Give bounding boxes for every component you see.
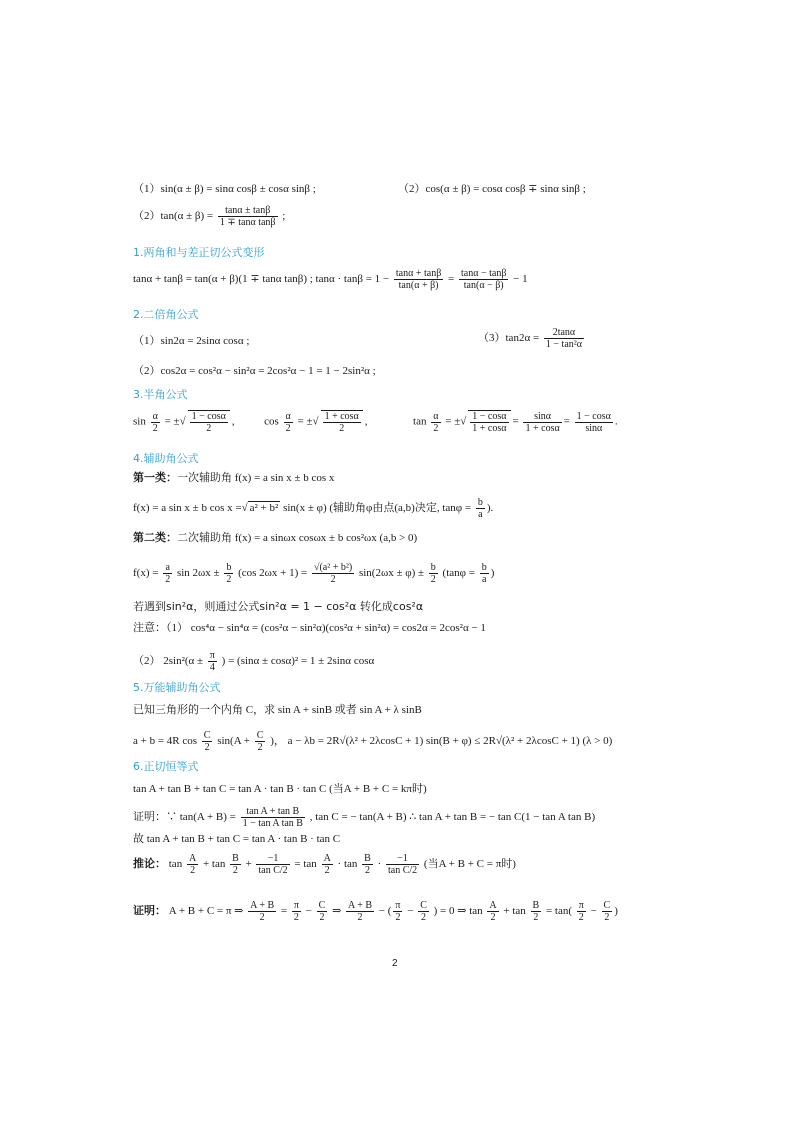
text: A + B + C = π ⇒ — [168, 905, 244, 918]
numerator: A — [188, 853, 197, 864]
numerator: tanα + tanβ — [395, 268, 442, 279]
fraction — [531, 900, 542, 923]
text: 二次辅助角 f(x) = a sinωx cosωx ± b cos²ωx (a,b > 0) — [177, 532, 418, 544]
denominator: 2 — [364, 865, 370, 876]
denominator: tan(α + β) — [398, 280, 439, 291]
fraction — [218, 205, 278, 228]
fraction — [394, 268, 443, 291]
text: tan — [168, 858, 183, 871]
text: · tan — [337, 858, 358, 871]
fraction — [544, 327, 584, 350]
fraction — [317, 900, 328, 923]
fraction — [459, 268, 508, 291]
fraction — [241, 806, 305, 829]
text: tan — [413, 415, 427, 428]
numerator: π — [578, 900, 584, 911]
denominator: 1 ∓ tanα tanβ — [219, 217, 276, 228]
numerator: tanα − tanβ — [461, 268, 507, 279]
formula-universal-aux — [133, 730, 612, 753]
denominator: 2 — [430, 574, 436, 585]
text: ; — [282, 210, 286, 223]
numerator: b — [481, 562, 487, 573]
tan-text: tan — [258, 865, 271, 876]
numerator: π — [395, 900, 401, 911]
denominator: a — [481, 574, 487, 585]
text: = tan( — [545, 905, 573, 918]
text: = ± — [445, 415, 461, 428]
fraction — [418, 900, 429, 923]
numerator: π — [209, 650, 215, 661]
numerator: C — [420, 900, 427, 911]
label: 证明： — [133, 904, 166, 918]
two-text: 2 — [412, 865, 418, 876]
label: 第二类： — [133, 531, 177, 544]
numerator: α — [152, 410, 158, 422]
fraction — [248, 900, 276, 923]
denominator: 1 − tan A tan B — [242, 818, 303, 829]
fraction — [480, 562, 489, 585]
text: = tan — [294, 858, 317, 871]
radicand — [321, 410, 363, 434]
text: , — [364, 415, 368, 428]
numerator: α — [433, 410, 439, 422]
denominator: tan C/2 — [388, 865, 418, 876]
numerator: b — [226, 562, 232, 573]
numerator: sinα — [523, 411, 561, 423]
denominator: 2 — [257, 742, 263, 753]
numerator: B — [532, 900, 540, 911]
denominator: 1 + cosα — [525, 422, 560, 434]
denominator: 2 — [433, 422, 439, 434]
numerator: 1 − cosα — [191, 411, 226, 422]
fraction — [577, 900, 586, 923]
text: , tan C = − tan(A + B) ∴ tan A + tan B = − tan C(1 − tan A tan B) — [309, 811, 596, 824]
formula-double-sin: （1）sin2α = 2sinα cosα ; — [133, 335, 250, 347]
denominator: 2 — [285, 422, 291, 434]
fraction — [575, 411, 613, 434]
fraction — [386, 853, 419, 876]
text: ) — [614, 905, 618, 918]
corollary-proof: 证明： A + B + C = π ⇒ $\frac{A + B}{2}$ = $\frac{\pi}{2}$ − $\frac{C}{2}$ ⇒ $\frac{A + B}{2}$ − ( $\frac{\pi}{2}$ − $\frac{C}{2}$ ) = 0 ⇒ tan $\frac{A}{2}$ + tan $\frac{B}{2}$ = tan( $\frac{\pi}{2}$ − $\frac{C}{2}$ ) — [133, 900, 618, 923]
denominator: 2 — [330, 574, 336, 585]
text: + — [245, 858, 252, 871]
text: sin(x ± φ) (辅助角φ由点(a,b)决定, tanφ = — [283, 502, 472, 515]
text: · — [377, 858, 382, 871]
text: − — [590, 905, 597, 918]
formula-sum-sin: （1）sin(α ± β) = sinα cosβ ± cosα sinβ ; — [133, 183, 316, 195]
formula-double-cos: （2）cos2α = cos²α − sin²α = 2cos²α − 1 = 1 − 2sin²α ; — [133, 365, 376, 377]
text: − — [407, 905, 414, 918]
text: − — [378, 905, 385, 918]
radicand — [188, 410, 230, 434]
denominator: 2 — [259, 912, 265, 923]
denominator: a — [478, 509, 483, 520]
denominator: 2 — [578, 912, 584, 923]
numerator: C — [603, 900, 611, 911]
label: 第一类： — [133, 471, 177, 484]
denominator: 2 — [324, 865, 330, 876]
numerator: b — [430, 562, 436, 573]
text: sin(2ωx ± φ) ± — [358, 567, 425, 580]
formula-sum-tan — [133, 205, 285, 228]
text: )， a − λb = 2R√(λ² + 2λcosC + 1) sin(B + φ) ≤ 2R√(λ² + 2λcosC + 1) (λ > 0) — [270, 735, 613, 748]
denominator: 2 — [319, 912, 325, 923]
formula-double-tan — [478, 327, 586, 350]
numerator: A + B — [250, 900, 275, 911]
formula-aux-1: f(x) = a sin x ± b cos x =√ a² + b² sin(x ± φ) (辅助角φ由点(a,b)决定, tanφ = $\frac{b}{a}$ ). — [133, 497, 494, 520]
text: = ± — [297, 415, 313, 428]
fraction — [476, 497, 485, 520]
denominator: tan C/2 — [258, 865, 288, 876]
fraction — [393, 900, 402, 923]
fraction — [487, 900, 498, 923]
formula-half-angle: sin $\frac{\alpha}{2}$ = ±√ $\frac{1 - \cos\alpha}{2}$ , cos $\frac{\alpha}{2}$ = ±√ $\frac{1 + \cos\alpha}{2}$ , tan $\frac{\alpha}{2}$ = ±√ $\frac{1 - \cos\alpha}{1 + \cos\alpha}$ = $\frac{\sin\alpha}{1 + \cos\alpha}$ = $\frac{1 - \cos\alpha}{\sin\alpha}$ . — [133, 410, 618, 434]
text: tanα + tanβ = tan(α + β)(1 ∓ tanα tanβ) ; tanα · tanβ = 1 − — [133, 273, 390, 286]
fraction — [292, 900, 301, 923]
text: − 1 — [513, 273, 528, 286]
text: (当A + B + C = π时) — [423, 858, 516, 871]
denominator: 2 — [204, 742, 210, 753]
fraction — [284, 411, 293, 434]
fraction — [362, 853, 373, 876]
second-type-line — [133, 531, 417, 545]
numerator: 1 − cosα — [472, 411, 507, 422]
label: 推论： — [133, 857, 166, 871]
numerator: −1 — [256, 853, 289, 865]
denominator: 2 — [421, 912, 427, 923]
numerator: B — [232, 853, 239, 864]
tan-identity-proof — [133, 806, 595, 829]
text: = — [448, 273, 455, 286]
denominator: 2 — [293, 912, 299, 923]
numerator: a — [163, 562, 172, 574]
tan-text: tan — [388, 865, 401, 876]
fraction — [312, 562, 354, 585]
denominator: 2 — [490, 912, 496, 923]
note-sin-squared: 若遇到sin²α，则通过公式sin²α = 1 − cos²α 转化成cos²α — [133, 600, 424, 613]
text: ⇒ — [332, 905, 342, 918]
radicand — [468, 410, 510, 434]
text: + tan — [503, 905, 526, 918]
fraction — [523, 411, 561, 434]
numerator: tanα ± tanβ — [218, 205, 278, 217]
denominator: 2 — [395, 912, 401, 923]
section-heading-2: 2.二倍角公式 — [133, 308, 199, 321]
numerator: 1 + cosα — [324, 411, 359, 422]
triangle-statement: 已知三角形的一个内角 C，求 sin A + sinB 或者 sin A + λ sinB — [133, 704, 422, 716]
fraction — [230, 853, 241, 876]
numerator: C — [256, 730, 264, 741]
numerator: π — [293, 900, 299, 911]
numerator: B — [364, 853, 371, 864]
text: 一次辅助角 f(x) = a sin x ± b cos x — [177, 472, 335, 484]
denominator: 2 — [339, 423, 345, 434]
denominator: 1 − tan²α — [545, 339, 582, 350]
denominator: 2 — [226, 574, 232, 585]
denominator: 2 — [190, 865, 196, 876]
radicand: a² + b² — [249, 502, 279, 515]
text: , — [231, 415, 235, 428]
text: = ± — [164, 415, 180, 428]
text: (cos 2ωx + 1) = — [238, 567, 308, 580]
two-text: 2 — [282, 865, 288, 876]
c-text: C — [402, 865, 410, 876]
numerator: A — [323, 853, 331, 864]
fraction — [431, 411, 440, 434]
text: f(x) = a sin x ± b cos x = — [133, 502, 242, 515]
section-heading-4: 4.辅助角公式 — [133, 452, 199, 465]
numerator: α — [285, 410, 291, 422]
numerator: −1 — [386, 853, 419, 865]
numerator: A + B — [348, 900, 373, 911]
denominator: sinα — [585, 422, 603, 434]
denominator: 2 — [357, 912, 363, 923]
fraction — [429, 562, 438, 585]
text: sin 2ωx ± — [176, 567, 220, 580]
c-text: C — [273, 865, 280, 876]
text: ) = 0 ⇒ tan — [433, 905, 483, 918]
denominator: 2 — [206, 423, 212, 434]
formula-tan-transform — [133, 268, 528, 291]
fraction — [187, 853, 198, 876]
text: = — [280, 905, 288, 918]
numerator: 2tanα — [544, 327, 584, 339]
text: ). — [486, 502, 494, 515]
formula-sum-cos: （2）cos(α ± β) = cosα cosβ ∓ sinα sinβ ; — [398, 183, 586, 195]
denominator: 1 + cosα — [472, 423, 507, 434]
tan-identity: tan A + tan B + tan C = tan A · tan B · tan C (当A + B + C = kπ时) — [133, 783, 427, 795]
fraction — [224, 562, 233, 585]
text: sin(A + — [217, 735, 251, 748]
text: cos — [264, 415, 279, 428]
text: sin — [133, 415, 146, 428]
numerator: C — [203, 730, 211, 741]
corollary-line — [133, 853, 516, 876]
fraction — [346, 900, 374, 923]
fraction — [208, 650, 217, 673]
fraction — [151, 411, 160, 434]
denominator: 2 — [604, 912, 610, 923]
denominator: 2 — [533, 912, 539, 923]
numerator: √(a² + b²) — [313, 562, 353, 573]
page-number: 2 — [392, 958, 398, 969]
fraction — [163, 562, 172, 585]
text: (tanφ = — [442, 567, 475, 580]
text: f(x) = — [133, 567, 159, 580]
text: 证明：∵ tan(A + B) = — [133, 811, 236, 824]
first-type-line — [133, 471, 334, 485]
denominator: 2 — [232, 865, 238, 876]
numerator: b — [477, 497, 483, 508]
fraction — [202, 730, 213, 753]
tan-identity-conclusion: 故 tan A + tan B + tan C = tan A · tan B · tan C — [133, 833, 341, 845]
numerator: C — [318, 900, 326, 911]
text: （3）tan2α = — [478, 332, 540, 345]
fraction — [322, 853, 333, 876]
text: + tan — [202, 858, 226, 871]
denominator: 2 — [152, 422, 158, 434]
section-heading-6: 6.正切恒等式 — [133, 760, 199, 773]
fraction — [256, 853, 289, 876]
note-line-1: 注意：（1） cos⁴α − sin⁴α = (cos²α − sin²α)(cos²α + sin²α) = cos2α = 2cos²α − 1 — [133, 622, 486, 634]
text: ) = (sinα ± cosα)² = 1 ± 2sinα cosα — [221, 655, 375, 668]
numerator: 1 − cosα — [576, 410, 611, 422]
formula-aux-2 — [133, 562, 494, 585]
denominator: 2 — [165, 574, 171, 585]
numerator: tan A + tan B — [241, 806, 305, 818]
denominator: tan(α − β) — [463, 280, 504, 291]
text: − — [305, 905, 312, 918]
text: a + b = 4R cos — [133, 735, 198, 748]
fraction — [255, 730, 266, 753]
text: （2）tan(α ± β) = — [133, 210, 214, 223]
numerator: A — [489, 900, 497, 911]
section-heading-3: 3.半角公式 — [133, 388, 188, 401]
denominator: 4 — [209, 662, 215, 673]
section-heading-1: 1.两角和与差正切公式变形 — [133, 246, 265, 259]
note-line-2 — [133, 650, 374, 673]
section-heading-5: 5.万能辅助角公式 — [133, 681, 221, 694]
text: （2） 2sin²(α ± — [133, 655, 204, 668]
fraction — [602, 900, 613, 923]
text: ) — [490, 567, 495, 580]
